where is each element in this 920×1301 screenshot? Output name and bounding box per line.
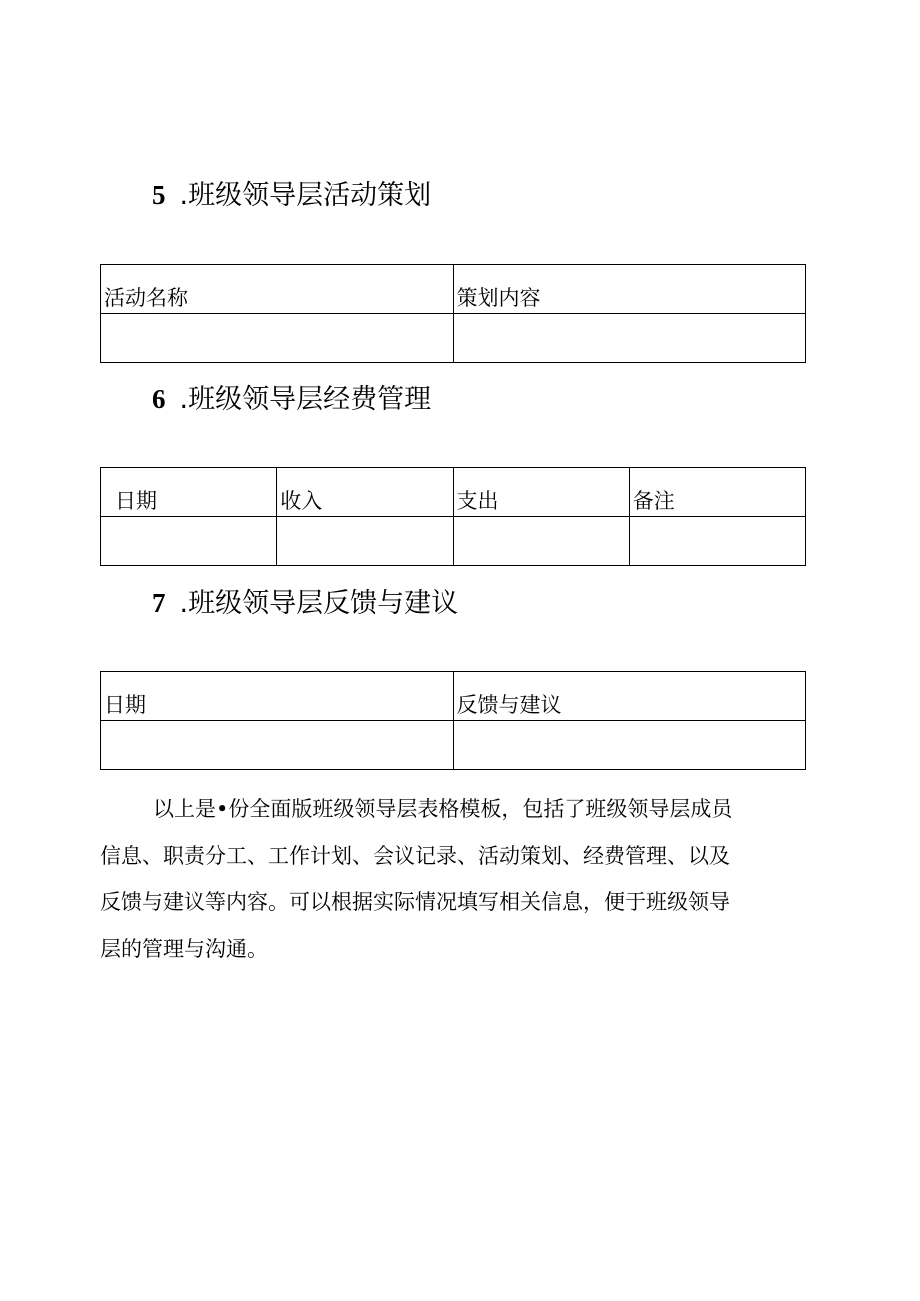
section-7-number: 7 [152, 588, 166, 618]
table-header-row [101, 468, 806, 517]
table-cell-expense[interactable] [453, 517, 629, 566]
section-6-number: 6 [152, 384, 166, 414]
table-cell-date[interactable] [101, 517, 277, 566]
table-row [101, 314, 806, 363]
table-row [101, 721, 806, 770]
section-6-heading [152, 386, 431, 413]
summary-line-1: 以上是•份全面版班级领导层表格模板，包括了班级领导层成员 [153, 797, 733, 821]
header-cell-remarks: 备注 [629, 468, 805, 517]
table-cell-activity-name[interactable] [101, 314, 454, 363]
summary-paragraph [100, 786, 806, 972]
header-cell-expense: 支出 [453, 468, 629, 517]
table-header-row [101, 672, 806, 721]
section-5-number: 5 [152, 180, 166, 210]
section-7-title: .班级领导层反馈与建议 [179, 588, 459, 619]
summary-line-3: 反馈与建议等内容。可以根据实际情况填写相关信息，便于班级领导 [100, 890, 730, 914]
table-cell-income[interactable] [277, 517, 453, 566]
header-cell-date: 日期 [101, 468, 277, 517]
table-cell-remarks[interactable] [629, 517, 805, 566]
section-6-title: .班级领导层经费管理 [179, 384, 432, 415]
header-cell-plan-content: 策划内容 [453, 265, 806, 314]
activity-planning-table [100, 264, 806, 363]
section-7-heading [152, 590, 458, 617]
table-row [101, 517, 806, 566]
header-cell-activity-name: 活动名称 [101, 265, 454, 314]
table-cell-plan-content[interactable] [453, 314, 806, 363]
summary-line-4: 层的管理与沟通。 [100, 936, 268, 961]
table-cell-date[interactable] [101, 721, 454, 770]
summary-line-2: 信息、职责分工、工作计划、会议记录、活动策划、经费管理、以及 [100, 843, 730, 868]
table-header-row [101, 265, 806, 314]
section-5-heading [152, 182, 431, 209]
header-cell-feedback: 反馈与建议 [453, 672, 806, 721]
section-5-title: .班级领导层活动策划 [179, 180, 432, 211]
table-cell-feedback[interactable] [453, 721, 806, 770]
feedback-table [100, 671, 806, 770]
funding-management-table [100, 467, 806, 566]
header-cell-date: 日期 [101, 672, 454, 721]
header-cell-income: 收入 [277, 468, 453, 517]
